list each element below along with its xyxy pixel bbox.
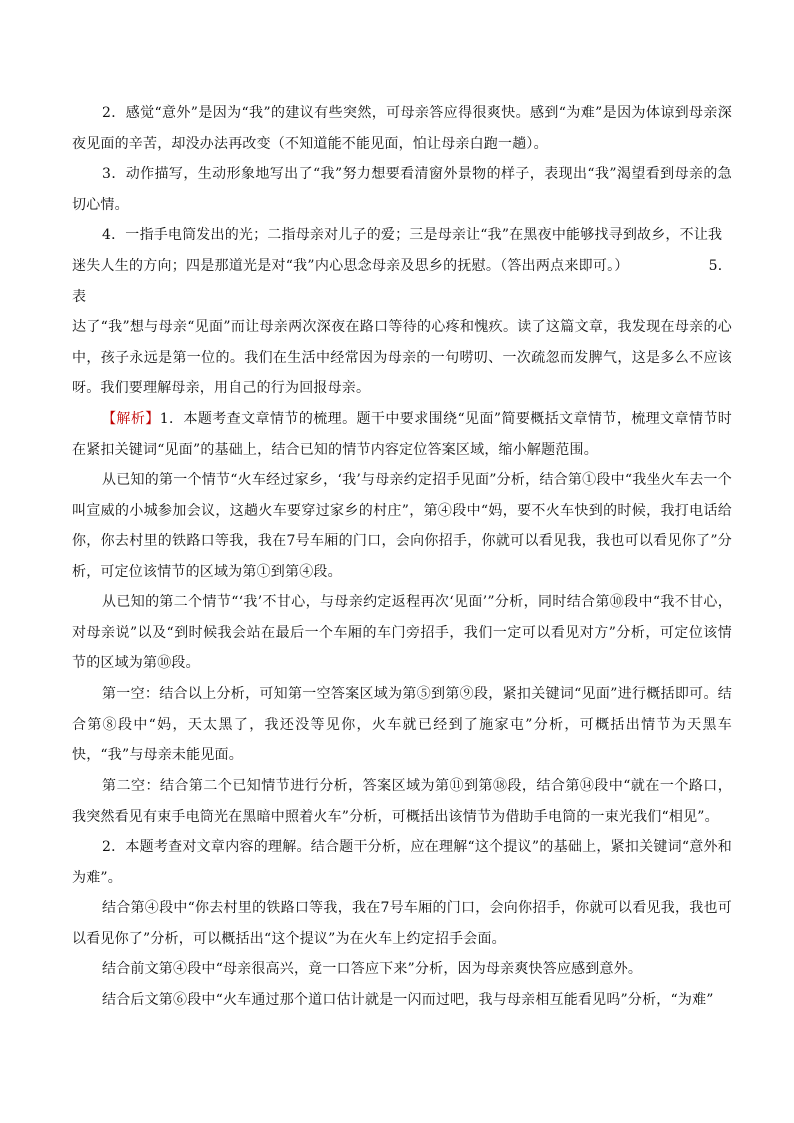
analysis-1-text: 1．本题考查文章情节的梳理。题干中要求围绕“见面”简要概括文章情节，梳理文章情节时在紧扣关键词“见面”的基础上，结合已知的情节内容定位答案区域，缩小解题范围。	[72, 411, 732, 458]
analysis-2	[72, 832, 732, 893]
answer-2-text: 2．感觉“意外”是因为“我”的建议有些突然，可母亲答应得很爽快。感到“为难”是因为体谅到母亲深夜见面的辛苦，却没办法再改变（不知道能不能见面，怕让母亲白跑一趟）。	[72, 105, 732, 152]
analysis-first-blank	[72, 679, 732, 771]
analysis-second-blank	[72, 771, 732, 832]
analysis-second-plot	[72, 587, 732, 679]
analysis-2-surprise-text: 结合前文第④段中“母亲很高兴，竟一口答应下来”分析，因为母亲爽快答应感到意外。	[102, 961, 643, 977]
analysis-first-plot-text: 从已知的第一个情节“火车经过家乡，‘我’与母亲约定招手见面”分析，结合第①段中“我坐火车去一个叫宣威的小城参加会议，这趟火车要穿过家乡的村庄”，第④段中“妈，要不火车快到的时候，我打电话给你，你去村里的铁路口等我，我在7号车厢的门口，会向你招手，你就可以看见我，我也可以看见你了”分析，可定位该情节的区域为第①到第④段。	[72, 472, 732, 580]
analysis-first-blank-text: 第一空：结合以上分析，可知第一空答案区域为第⑤到第⑨段，紧扣关键词“见面”进行概括即可。结合第⑧段中“妈，天太黑了，我还没等见你，火车就已经到了施家屯”分析，可概括出情节为天黑车快，“我”与母亲未能见面。	[72, 686, 732, 763]
analysis-1	[72, 404, 732, 465]
answer-5-text: 达了“我”想与母亲“见面”而让母亲两次深夜在路口等待的心疼和愧疚。读了这篇文章，我发现在母亲的心中，孩子永远是第一位的。我们在生活中经常因为母亲的一句唠叨、一次疏忽而发脾气，这是多么不应该呀。我们要理解母亲，用自己的行为回报母亲。	[72, 319, 732, 396]
analysis-2-text: 2．本题考查对文章内容的理解。结合题干分析，应在理解“这个提议”的基础上，紧扣关键词“意外和为难”。	[72, 839, 732, 886]
analysis-2-proposal	[72, 893, 732, 954]
answer-3-text: 3．动作描写，生动形象地写出了“我”努力想要看清窗外景物的样子，表现出“我”渴望看到母亲的急切心情。	[72, 166, 732, 213]
analysis-second-blank-text: 第二空：结合第二个已知情节进行分析，答案区域为第⑪到第⑱段，结合第⑭段中“就在一个路口，我突然看见有束手电筒光在黑暗中照着火车”分析，可概括出该情节为借助手电筒的一束光我们“相见”。	[72, 778, 732, 825]
analysis-first-plot	[72, 465, 732, 587]
answer-4-text-1: 4．一指手电筒发出的光；二指母亲对儿子的爱；三是母亲让“我”在黑夜中能够找寻到故乡，不让我	[102, 227, 723, 243]
analysis-2-difficulty-text: 结合后文第⑥段中“火车通过那个道口估计就是一闪而过吧，我与母亲相互能看见吗”分析，“为难”	[102, 992, 714, 1008]
answer-5	[72, 312, 732, 404]
analysis-2-difficulty	[72, 985, 732, 1016]
answer-4-text-2: 迷失人生的方向；四是那道光是对“我”内心思念母亲及思乡的抚慰。（答出两点来即可。）	[72, 258, 629, 274]
analysis-2-proposal-text: 结合第④段中“你去村里的铁路口等我，我在7号车厢的门口，会向你招手，你就可以看见我，我也可以看见你了”分析，可以概括出“这个提议”为在火车上约定招手会面。	[72, 900, 732, 947]
answer-3	[72, 159, 732, 220]
analysis-tag: 【解析】	[102, 411, 160, 427]
answer-4-line-2	[72, 251, 732, 312]
answer-2	[72, 98, 732, 159]
answer-5-start: 5．表	[72, 258, 733, 305]
analysis-2-surprise	[72, 954, 732, 985]
answer-4-line-1	[72, 220, 732, 251]
analysis-second-plot-text: 从已知的第二个情节“‘我’不甘心，与母亲约定返程再次‘见面’”分析，同时结合第⑩段中“我不甘心，对母亲说”以及“到时候我会站在最后一个车厢的车门旁招手，我们一定可以看见对方”分析，可定位该情节的区域为第⑩段。	[72, 594, 732, 671]
